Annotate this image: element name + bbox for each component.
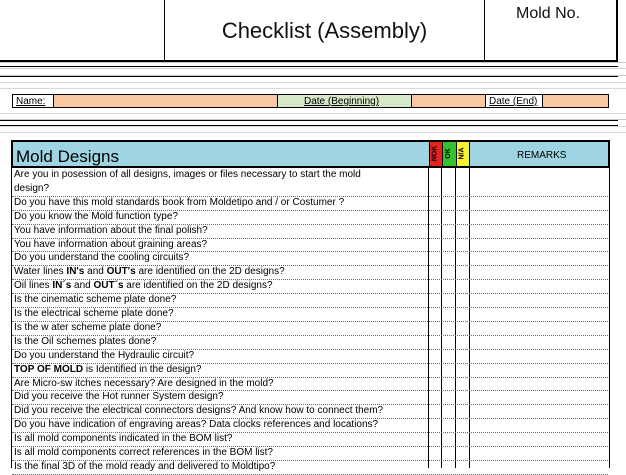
question-row: Do you understand the Hydraulic circuit? <box>14 349 195 361</box>
col-divider <box>441 168 442 468</box>
name-field[interactable] <box>53 95 277 107</box>
question-row: Do you understand the cooling circuits? <box>14 252 190 264</box>
date-end-field[interactable] <box>542 95 608 107</box>
status-nok-label: NOK <box>431 145 439 162</box>
header-box <box>0 0 618 62</box>
status-nok-header <box>429 142 442 166</box>
page-title: Checklist (Assembly) <box>221 18 428 43</box>
mold-no-label: Mold No. <box>516 5 581 22</box>
question-row: TOP OF MOLD is Identified in the design? <box>14 363 202 375</box>
question-row: Is the Oil schemes plates done? <box>14 335 157 347</box>
question-row: Do you know the Mold function type? <box>14 210 178 222</box>
question-row: Are Micro-sw itches necessary? Are designed in the mold? <box>14 377 274 389</box>
status-na-label: N/A <box>458 147 466 160</box>
remarks-header: REMARKS <box>517 150 567 161</box>
question-row: Is the cinematic scheme plate done? <box>14 294 177 306</box>
name-date-row <box>12 94 609 108</box>
status-ok-label: OK <box>444 148 452 159</box>
question-row: You have information about graining areas? <box>14 238 208 250</box>
section-header <box>11 140 610 168</box>
divider <box>0 76 618 77</box>
question-row: Is the final 3D of the mold ready and delivered to Moldtipo? <box>14 460 276 472</box>
col-divider <box>469 168 470 468</box>
col-divider <box>428 168 429 468</box>
date-begin-field[interactable] <box>411 95 485 107</box>
status-ok-header <box>442 142 456 166</box>
question-row: Is the electrical scheme plate done? <box>14 308 174 319</box>
divider <box>0 120 618 121</box>
status-na-header <box>456 142 470 166</box>
question-row: Is all mold components indicated in the BOM list? <box>14 433 233 445</box>
col-divider <box>455 168 456 468</box>
question-row: Is all mold components correct references in the BOM list? <box>14 447 273 458</box>
divider <box>0 125 618 126</box>
divider <box>0 66 618 67</box>
name-label: Name: <box>13 95 53 107</box>
question-row: Water lines IN's and OUT's are identified on the 2D designs? <box>14 266 285 278</box>
section-title: Mold Designs <box>16 147 119 166</box>
question-row: Oil lines IN´s and OUT´s are identified on the 2D designs? <box>14 280 273 292</box>
question-row: You have information about the final polish? <box>14 224 208 236</box>
question-row: Is the w ater scheme plate done? <box>14 321 162 333</box>
question-row: Do you have this mold standards book from Moldetipo and / or Costumer ? <box>14 196 345 208</box>
question-row: design? <box>14 182 50 194</box>
question-row: Did you receive the Hot runner System design? <box>14 391 224 403</box>
date-begin-label: Date (Beginning) <box>277 95 411 107</box>
date-end-label: Date (End) <box>485 95 542 107</box>
question-row: Did you receive the electrical connectors designs? And know how to connect them? <box>14 405 384 417</box>
question-row: Do you have indication of engraving areas? Data clocks references and locations? <box>14 419 379 431</box>
question-row: Are you in posession of all designs, images or files necessary to start the mold <box>14 169 361 180</box>
